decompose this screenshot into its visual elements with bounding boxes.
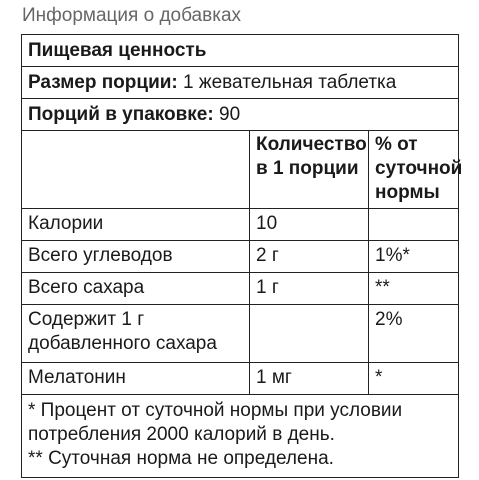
column-header-name [22,131,249,208]
nutrient-name: Содержит 1 г добавленного сахара [28,309,217,354]
nutrient-amount [249,305,368,362]
servings-per-container-row [22,99,458,131]
nutrient-name: Мелатонин [28,367,126,388]
table-row [22,363,458,395]
servings-per-container-label: Порций в упаковке: [28,103,214,125]
facts-title: Пищевая ценность [28,39,207,61]
column-header-row [22,131,463,209]
nutrient-amount: 1 г [249,273,368,304]
nutrient-name: Калории [28,213,104,234]
serving-size-label: Размер порции: [28,71,178,93]
table-row [22,241,458,273]
nutrient-amount: 2 г [249,241,368,272]
column-header-daily-value: % от суточной нормы [368,131,462,208]
nutrient-daily-value [368,209,458,240]
table-row [22,209,458,241]
nutrition-facts-table [21,34,463,478]
footnotes [22,395,458,477]
nutrient-daily-value: 2% [368,305,458,362]
column-header-amount: Количество в 1 порции [249,131,368,208]
nutrient-name: Всего сахара [28,277,145,298]
nutrient-amount: 10 [249,209,368,240]
nutrient-daily-value: 1%* [368,241,458,272]
nutrient-name: Всего углеводов [28,245,173,266]
serving-size-value: 1 жевательная таблетка [183,71,397,93]
footnote-not-established: ** Суточная норма не определена. [28,448,334,469]
supplement-info-heading: Информация о добавках [22,5,242,26]
table-row [22,273,458,305]
servings-per-container-value: 90 [219,103,241,125]
facts-title-row [22,35,458,67]
table-row [22,305,458,363]
footnote-daily-value-basis: * Процент от суточной нормы при условии потребления 2000 калорий в день. [28,400,403,445]
nutrient-amount: 1 мг [249,363,368,394]
nutrient-daily-value: ** [368,273,458,304]
serving-size-row [22,67,458,99]
nutrient-daily-value: * [368,363,458,394]
